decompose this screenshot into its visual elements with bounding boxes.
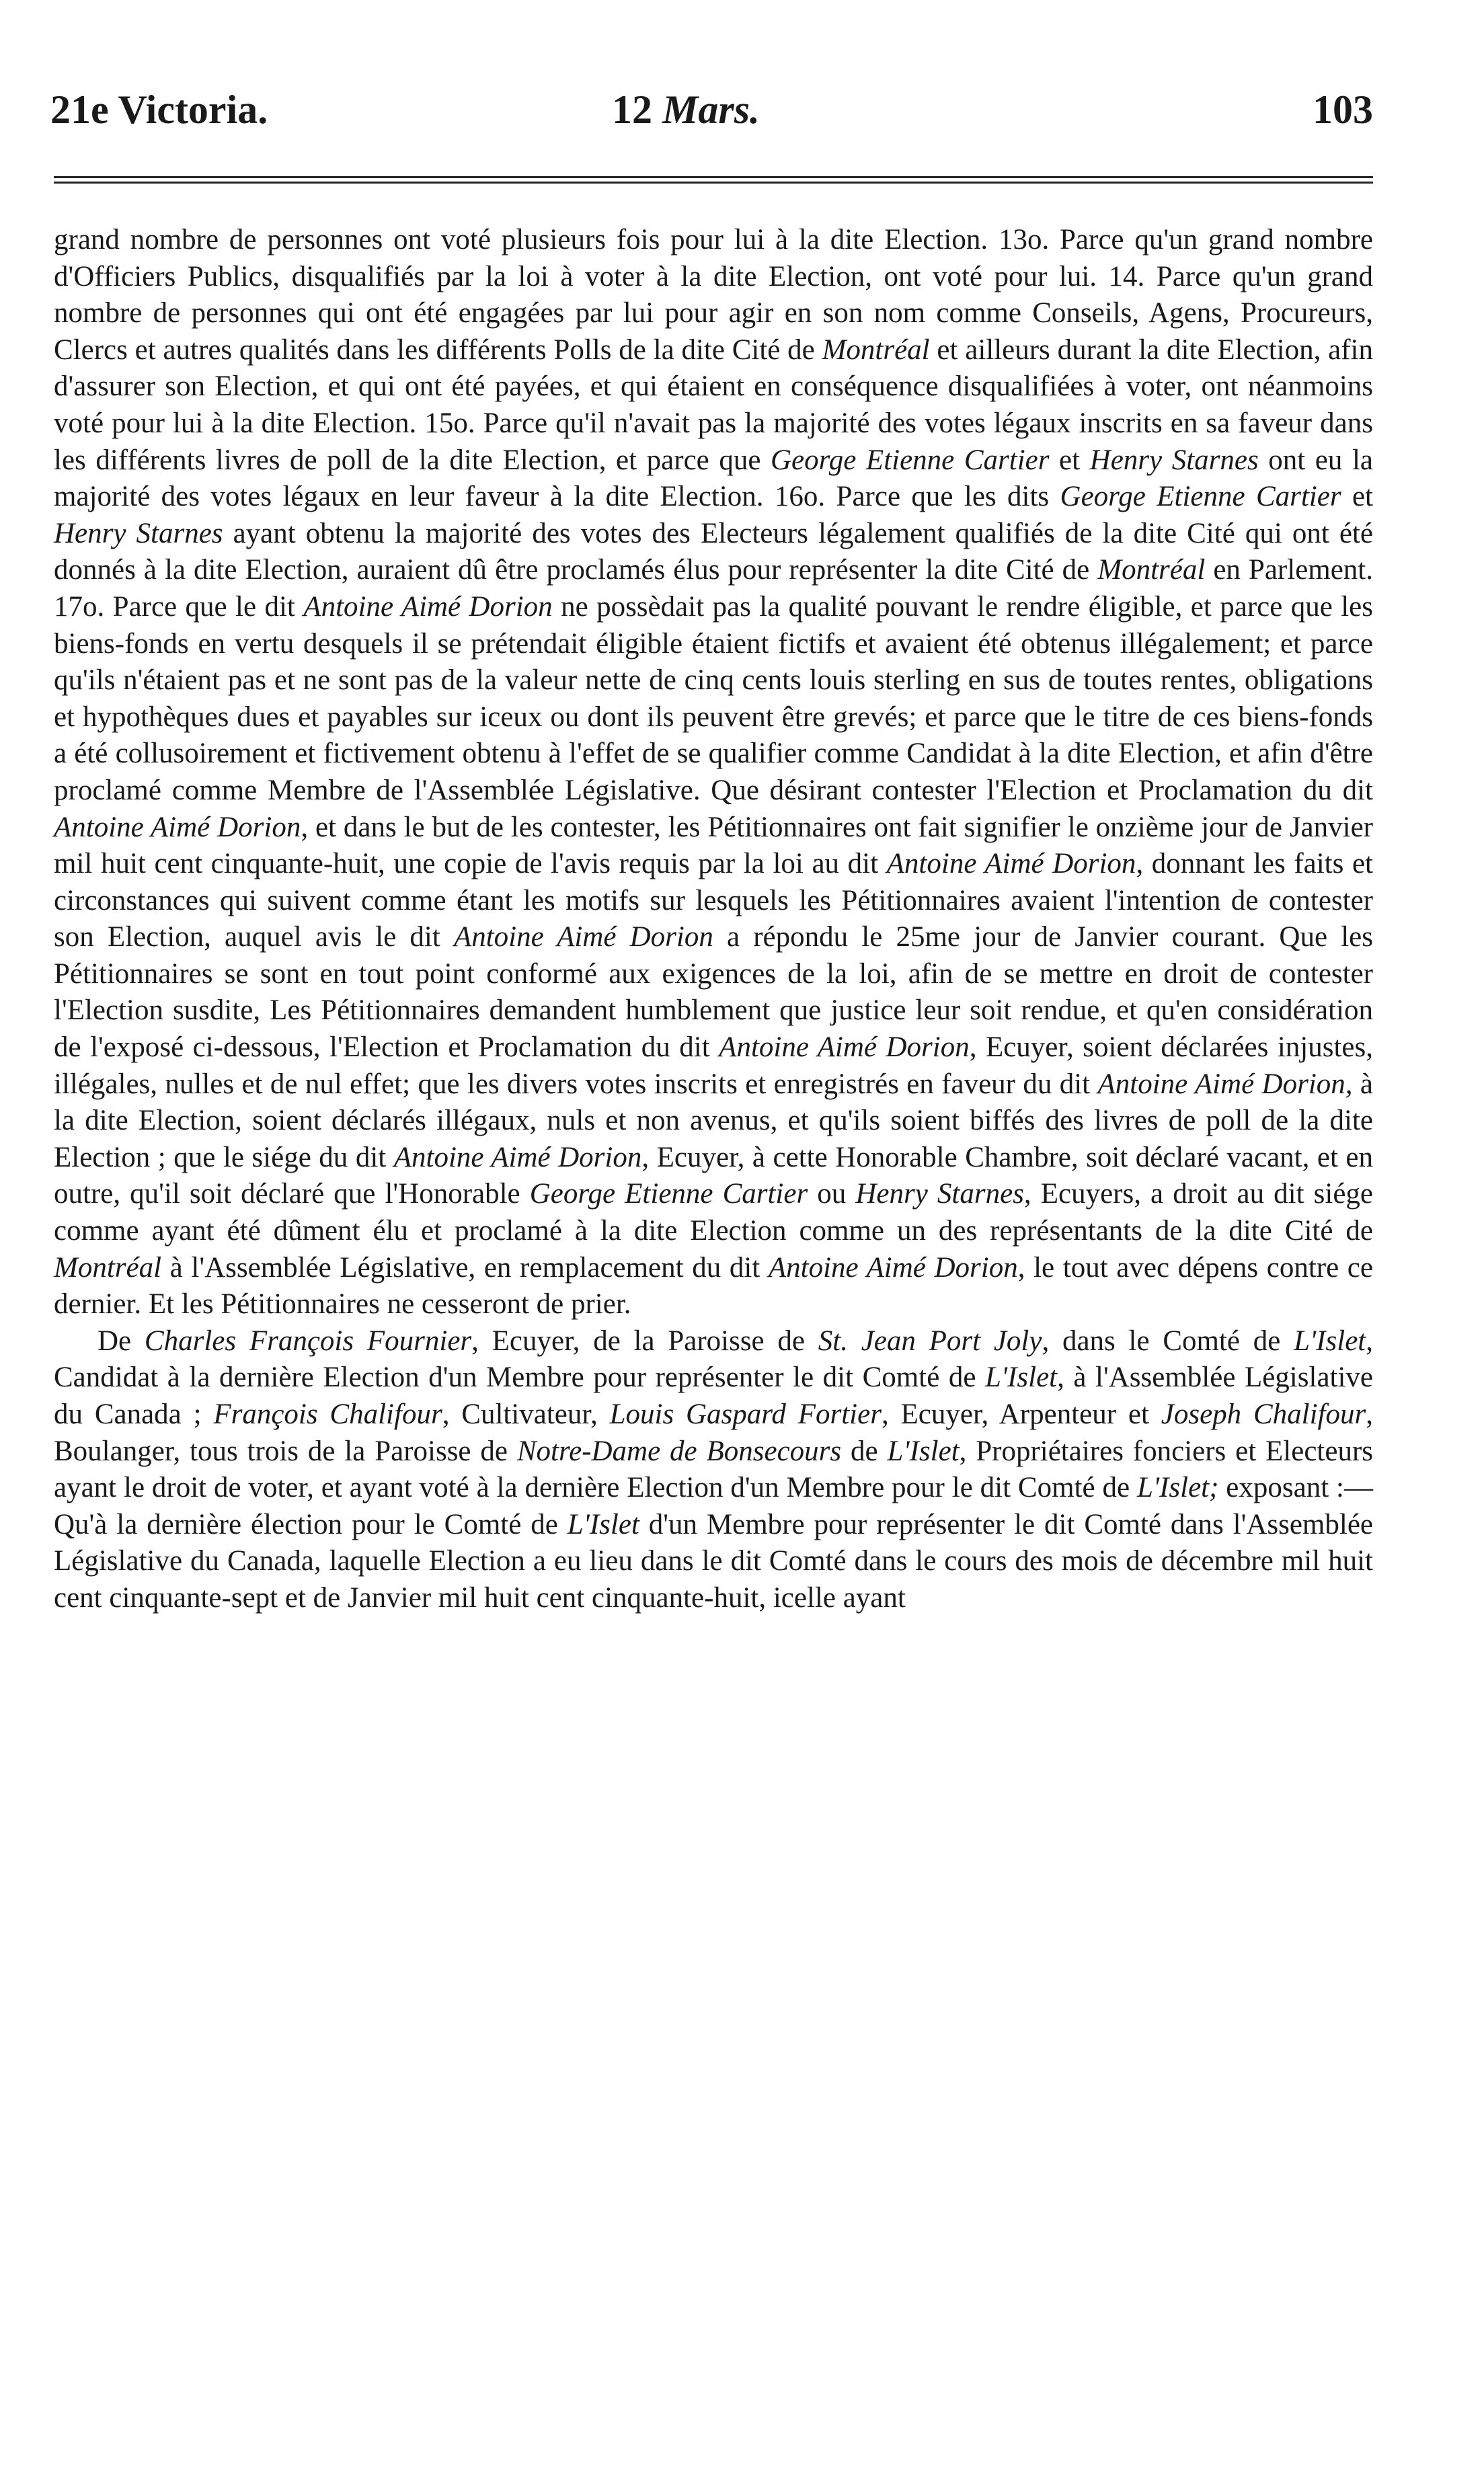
paragraph: [54, 222, 1373, 1323]
italic-run: L'Islet: [887, 1435, 960, 1467]
text-run: ou: [808, 1178, 856, 1210]
text-run: , et dans le but de les contester, les Pétitionnaires ont fait signifier le onzième jour de Janvier mil huit cent cinquante-huit, une copie de l'avis requis par la loi au dit: [54, 811, 1373, 880]
italic-run: Antoine Aimé Dorion: [768, 1251, 1018, 1284]
text-run: , Cultivateur,: [442, 1399, 610, 1430]
text-run: , Propriétaires fonciers et Electeurs ayant le droit de voter, et ayant voté à la dernière Election d'un Membre pour le dit Comté de: [54, 1435, 1373, 1504]
paragraph: [54, 1323, 1373, 1617]
text-run: , à l'Assemblée Législative du Canada ;: [54, 1362, 1374, 1430]
italic-run: Notre-Dame de Bonsecours: [516, 1435, 842, 1467]
italic-run: Antoine Aimé Dorion: [393, 1141, 642, 1173]
text-run: d'un Membre pour représenter le dit Comté dans l'Assemblée Législative du Canada, laquelle Election a eu lieu dans le dit Comté dans le cours des mois de décembre mil huit cent cinquante-sept et de Janvier mil huit cent cinquante-huit, icelle ayant: [54, 1508, 1373, 1614]
italic-run: St. Jean Port Joly: [818, 1325, 1042, 1357]
italic-run: Montréal: [54, 1251, 162, 1284]
italic-run: Montréal: [1097, 554, 1206, 586]
text-run: à la dite Election, soient déclarés illégaux, nuls et non avenus, et qu'ils soient biffés des livres de poll de la dite Election ; que le siége du dit: [54, 1068, 1373, 1173]
italic-run: Antoine Aimé Dorion,: [1097, 1068, 1353, 1100]
text-run: , Ecuyer, de la Paroisse de: [471, 1325, 818, 1357]
italic-run: L'Islet: [567, 1508, 639, 1540]
italic-run: Louis Gaspard Fortier: [609, 1399, 882, 1430]
italic-run: Antoine Aimé Dorion: [719, 1031, 970, 1064]
italic-run: George Etienne Cartier: [770, 444, 1050, 476]
page-number: 103: [1313, 87, 1373, 132]
italic-run: Antoine Aimé Dorion: [303, 590, 553, 623]
text-run: ne possèdait pas la qualité pouvant le rendre éligible, et parce que les biens-fonds en vertu desquels il se prétendait éligible étaient fictifs et avaient été obtenus illégalement; et parce qu'ils n'étaient pas et ne sont pas de la valeur nette de cinq cents louis sterling en sus de toutes rentes, obligations et hypothèques dues et payables sur iceux ou dont ils peuvent être grevés; et parce que le titre de ces biens-fonds a été collusoirement et fictivement obtenu à l'effet de se qualifier comme Candidat à la dite Election, et afin d'être proclamé comme Membre de l'Assemblée Législative. Que désirant contester l'Election et Proclamation du dit: [54, 590, 1373, 806]
text-run: De: [97, 1325, 145, 1357]
text-run: et: [1049, 444, 1090, 476]
italic-run: L'Islet;: [1136, 1472, 1219, 1504]
text-run: à l'Assemblée Législative, en remplacement du dit: [161, 1251, 769, 1284]
text-run: , dans le Comté de: [1042, 1325, 1294, 1357]
page-header: [50, 79, 1373, 140]
text-run: , le tout avec dépens contre ce dernier. Et les Pétitionnaires ne cesseront de prier.: [54, 1251, 1373, 1321]
italic-run: George Etienne Cartier: [1060, 481, 1341, 513]
header-date-month: Mars.: [662, 87, 760, 132]
italic-run: Joseph Chalifour: [1161, 1399, 1366, 1430]
text-run: en Parlement. 17o. Parce que le dit: [54, 554, 1374, 623]
running-title: 21e Victoria.: [50, 87, 268, 132]
italic-run: Henry Starnes: [1089, 444, 1259, 476]
text-run: et ailleurs durant la dite Election, afin d'assurer son Election, et qui ont été payées, et qui étaient en conséquence disqualifiées à voter, ont néanmoins voté pour lui à la dite Election. 15o. Parce qu'il n'avait pas la majorité des votes légaux inscrits en sa faveur dans les différents livres de poll de la dite Election, et parce que: [54, 333, 1373, 476]
italic-run: Antoine Aimé Dorion: [886, 848, 1136, 880]
text-run: ont eu la majorité des votes légaux en leur faveur à la dite Election. 16o. Parce que les dits: [54, 444, 1373, 513]
italic-run: Henry Starnes: [855, 1178, 1024, 1210]
text-run: de: [841, 1435, 888, 1467]
text-run: exposant :—Qu'à la dernière élection pour le Comté de: [54, 1472, 1373, 1540]
italic-run: L'Islet: [984, 1362, 1058, 1394]
header-date: [612, 79, 760, 140]
italic-run: Charles François Fournier: [144, 1325, 472, 1357]
italic-run: George Etienne Cartier: [529, 1178, 808, 1210]
header-rule-top: [54, 176, 1373, 178]
text-run: grand nombre de personnes ont voté plusieurs fois pour lui à la dite Election. 13o. Parce qu'un grand nombre d'Officiers Publics, disqualifiés par la loi à voter à la dite Election, ont voté pour lui. 14. Parce qu'un grand nombre de personnes qui ont été engagées par lui pour agir en son nom comme Conseils, Agens, Procureurs, Clercs et autres qualités dans les différents Polls de la dite Cité de: [54, 224, 1373, 366]
text-run: et: [1341, 481, 1373, 513]
header-date-number: 12: [612, 87, 652, 132]
text-run: , Ecuyers, a droit au dit siége comme ayant été dûment élu et proclamé à la dite Election comme un des représentants de la dite Cité de: [54, 1178, 1373, 1247]
text-run: ayant obtenu la majorité des votes des Electeurs légalement qualifiés de la dite Cité qui ont été donnés à la dite Election, auraient dû être proclamés élus pour représenter la dite Cité de: [54, 517, 1373, 586]
text-run: , Ecuyer, Arpenteur et: [881, 1399, 1161, 1430]
italic-run: Henry Starnes: [54, 517, 223, 549]
italic-run: François Chalifour: [213, 1399, 442, 1430]
header-rule-bottom: [54, 182, 1373, 184]
italic-run: Antoine Aimé Dorion: [453, 921, 713, 953]
italic-run: Montréal: [822, 333, 930, 366]
italic-run: L'Islet: [1294, 1325, 1366, 1357]
text-run: , donnant les faits et circonstances qui suivent comme étant les motifs sur lesquels les Pétitionnaires avaient l'intention de contester son Election, auquel avis le dit: [54, 848, 1373, 953]
text-run: , Ecuyer, soient déclarées injustes, illégales, nulles et de nul effet; que les divers votes inscrits et enregistrés en faveur du dit: [54, 1031, 1373, 1100]
italic-run: Antoine Aimé Dorion: [54, 811, 301, 843]
text-run: , Candidat à la dernière Election d'un Membre pour représenter le dit Comté de: [54, 1325, 1374, 1394]
text-run: a répondu le 25me jour de Janvier courant. Que les Pétitionnaires se sont en tout point conformé aux exigences de la loi, afin de se mettre en droit de contester l'Election susdite, Les Pétitionnaires demandent humblement que justice leur soit rendue, et qu'en considération de l'exposé ci-dessous, l'Election et Proclamation du dit: [54, 921, 1373, 1064]
body-text: [54, 222, 1373, 1617]
text-run: , Boulanger, tous trois de la Paroisse de: [54, 1399, 1373, 1467]
text-run: , Ecuyer, à cette Honorable Chambre, soit déclaré vacant, et en outre, qu'il soit déclaré que l'Honorable: [54, 1141, 1374, 1210]
